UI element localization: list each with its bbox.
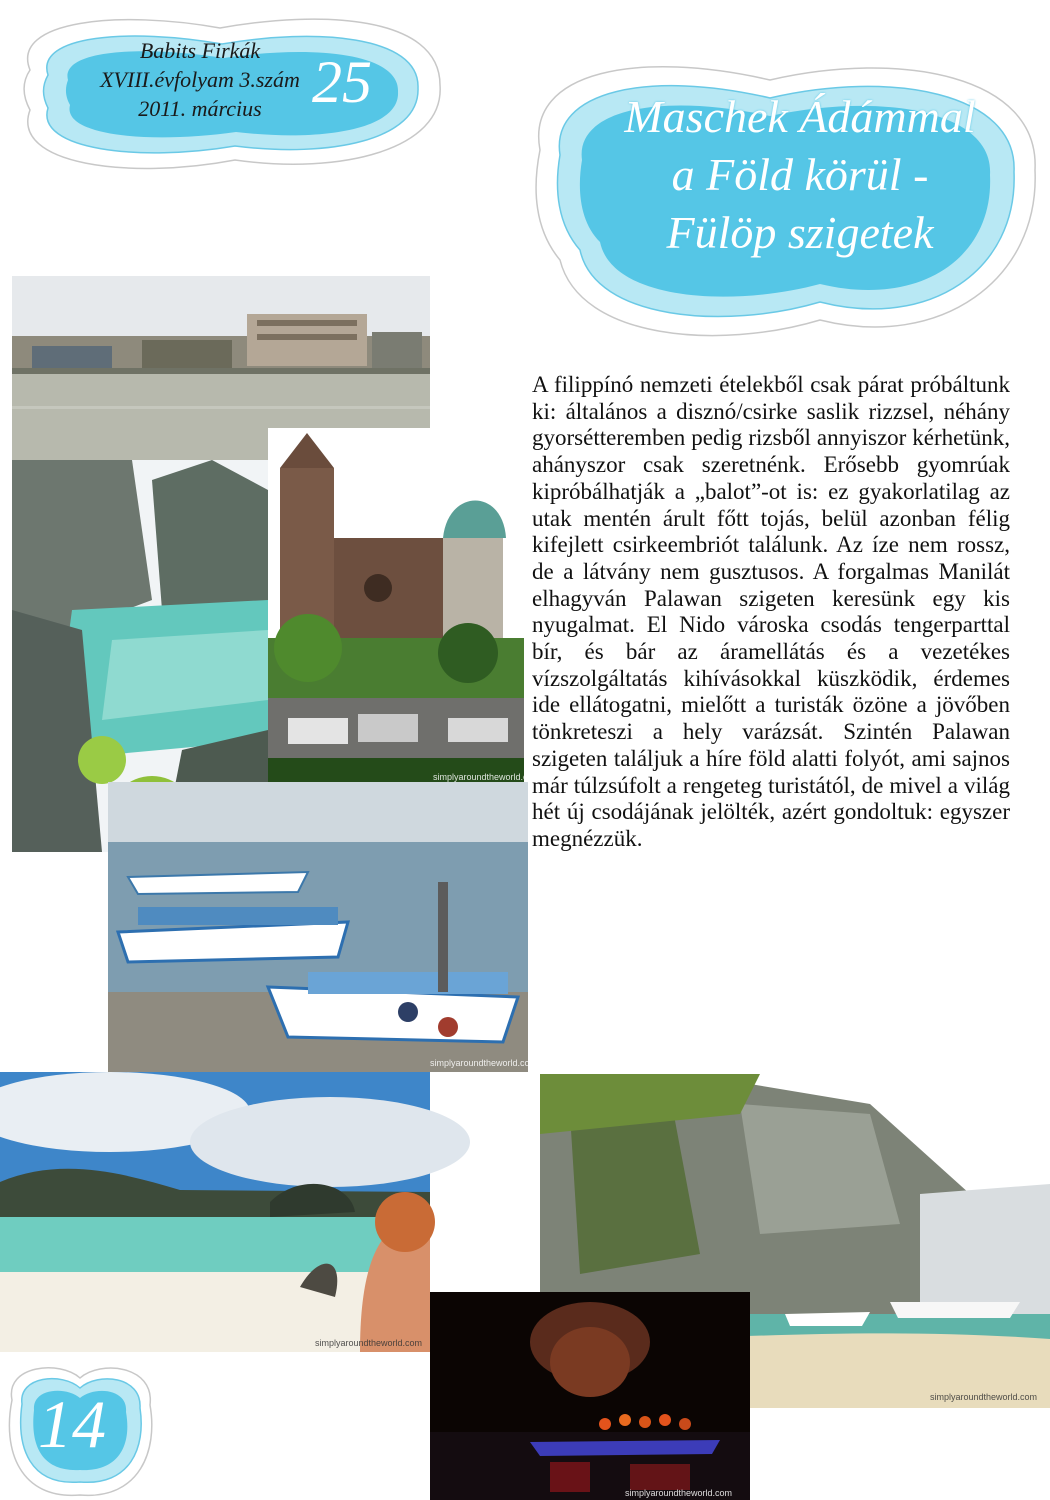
photo-credit: simplyaroundtheworld.com xyxy=(625,1488,733,1498)
photo-el-nido-beach xyxy=(0,1072,430,1352)
article-title xyxy=(590,88,1010,262)
volume-issue: XVIII.évfolyam 3.szám xyxy=(100,67,300,92)
photo-outrigger-boats xyxy=(108,782,538,1072)
title-line-2: a Föld körül - xyxy=(671,149,929,200)
article-body: A filippínó nemzeti ételekből csak párat próbáltunk ki: általános a disznó/csirke saslik rizzsel, néhány gyorsétteremben pedig rizsből annyiszor kérhetünk, ahányszor csak szeretnénk. Erősebb gyomrúak kipróbálhatják a „balot”-ot is: ez gyakorlatilag az utak mentén árult főtt tojás, belül azonban félig kifejlett csirkeembriót találunk. Az íze nem rossz, de a látvány nem gusztusos. A forgalmas Manilát elhagyván Palawan szigeten keresünk egy kis nyugalmat. El Nido városka csodás tengerparttal bír, és bár az áramellátás és a vezetékes vízszolgáltatás kihívásokkal küszködik, érdemes ide ellátogatni, mielőtt a turisták özöne a jövőben tönkreteszi a hely varázsát. Szintén Palawan szigeten találjuk a híre föld alatti folyót, ami sajnos már túlzsúfolt a rengeteg turistától, de mivel a világ hét új csodájának jelölték, azért gondoltuk: egyszer megnézzük. xyxy=(532,372,1010,851)
photo-credit: simplyaroundtheworld.com xyxy=(430,1058,538,1068)
page-number: 14 xyxy=(38,1386,106,1462)
title-line-3: Fülöp szigetek xyxy=(666,207,934,258)
publication-info xyxy=(60,36,340,123)
photo-credit: simplyaroundtheworld.com xyxy=(930,1392,1038,1402)
photo-credit: simplyaroundtheworld.com xyxy=(315,1338,423,1348)
photo-underground-river xyxy=(430,1292,750,1500)
photo-credit: simplyaroundtheworld.com xyxy=(433,772,541,782)
issue-page-number: 25 xyxy=(312,49,372,115)
publication-date: 2011. március xyxy=(138,96,262,121)
title-line-1: Maschek Ádámmal xyxy=(624,91,976,142)
publication-name: Babits Firkák xyxy=(139,38,261,63)
photo-manila-cathedral xyxy=(268,428,541,782)
